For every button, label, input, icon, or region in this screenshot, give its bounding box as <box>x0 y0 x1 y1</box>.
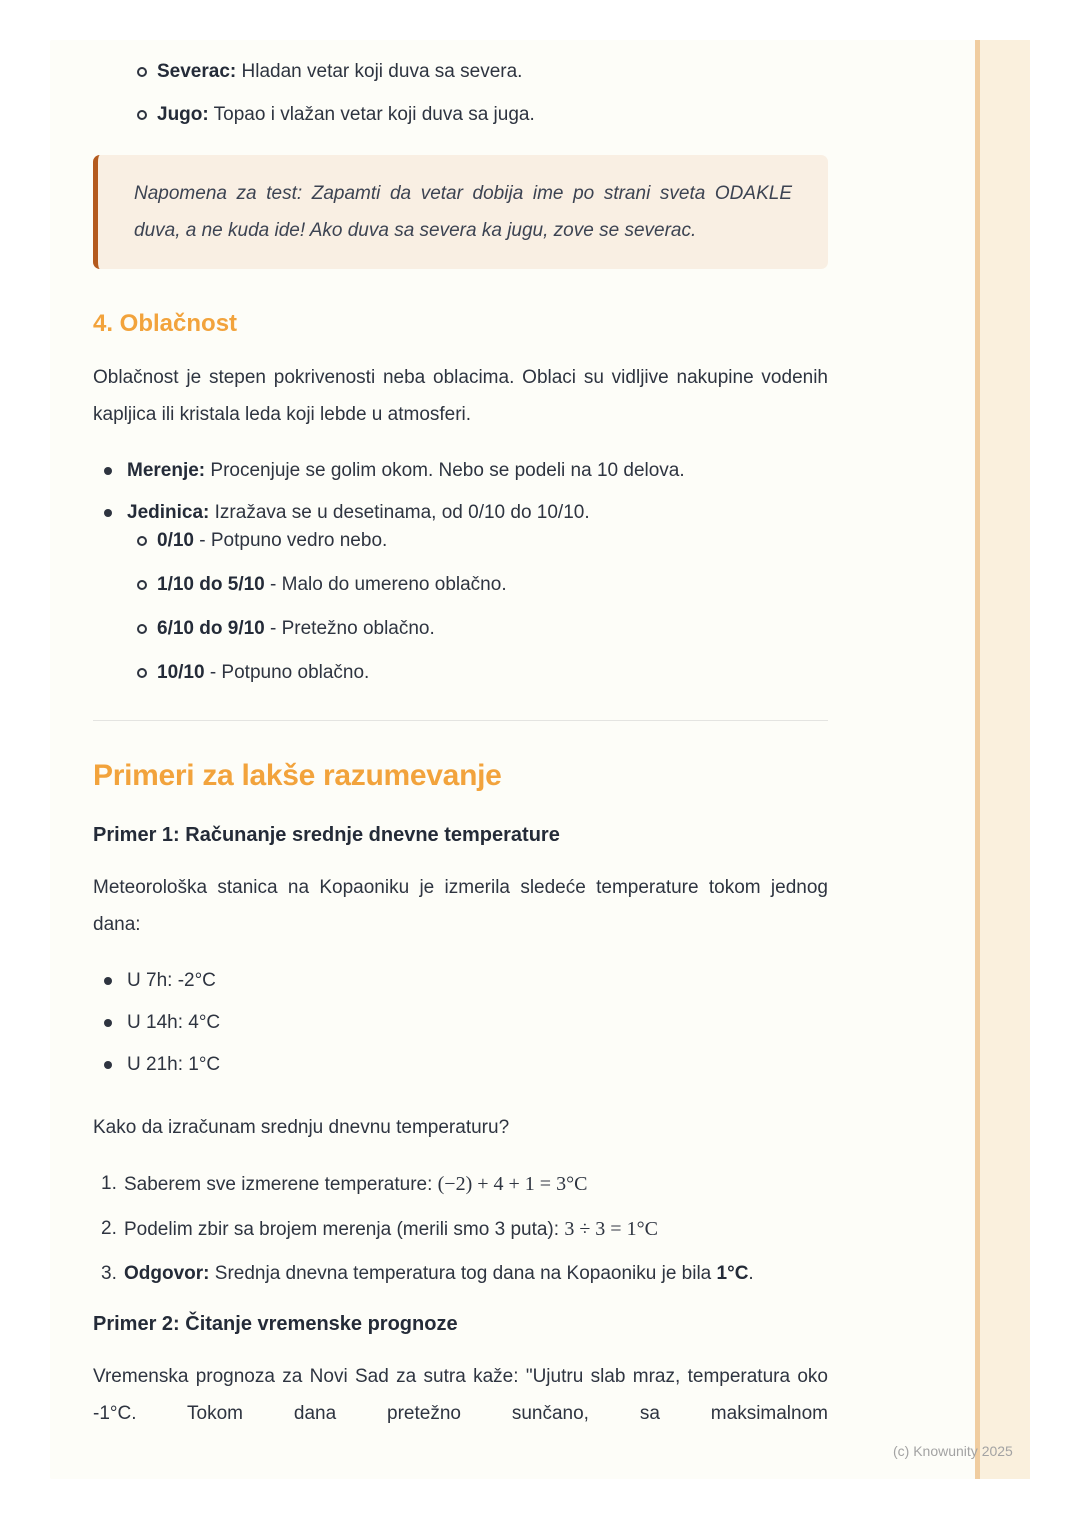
circle-bullet-icon <box>137 110 147 120</box>
scale-description: - Pretežno oblačno. <box>264 618 435 639</box>
step-text <box>124 1260 754 1288</box>
bullet-icon <box>104 1019 112 1027</box>
scale-value: 6/10 do 9/10 <box>157 618 265 639</box>
step-number: 2. <box>101 1218 117 1239</box>
scale-description: - Potpuno vedro nebo. <box>193 530 388 551</box>
list-item-text <box>157 101 535 129</box>
list-item <box>93 58 828 86</box>
examples-heading: Primeri za lakše razumevanje <box>93 759 502 792</box>
section-divider <box>93 720 828 721</box>
page-margin-strip <box>980 40 1030 1479</box>
scale-description: - Malo do umereno oblačno. <box>264 574 507 595</box>
page-content <box>50 40 975 1479</box>
list-item <box>93 457 828 485</box>
list-item <box>93 1260 828 1288</box>
example1-title: Primer 1: Računanje srednje dnevne temperature <box>93 824 560 846</box>
list-item <box>93 527 828 555</box>
note-callout <box>93 155 828 269</box>
list-item-text <box>157 571 507 599</box>
answer-label: Odgovor: <box>124 1263 210 1284</box>
list-item <box>93 101 828 129</box>
list-item <box>93 967 828 995</box>
bullet-icon <box>104 977 112 985</box>
bullet-icon <box>104 509 112 517</box>
example2-intro-paragraph: Vremenska prognoza za Novi Sad za sutra kaže: "Ujutru slab mraz, temperatura oko -1°C. Tokom dana pretežno sunčano, sa maksimalnom <box>93 1366 828 1424</box>
note-text: Napomena za test: Zapamti da vetar dobija ime po strani sveta ODAKLE duva, a ne kuda ide! Ako duva sa severa ka jugu, zove se severac. <box>134 183 792 241</box>
scale-value: 10/10 <box>157 662 205 683</box>
scale-description: - Potpuno oblačno. <box>204 662 370 683</box>
math-expression: 3 ÷ 3 = 1°C <box>564 1218 658 1240</box>
term-label: Severac: <box>157 61 237 82</box>
measurement-text: U 14h: 4°C <box>127 1012 221 1033</box>
measurement-text: U 7h: -2°C <box>127 970 216 991</box>
cloudiness-properties-list <box>93 457 828 527</box>
circle-bullet-icon <box>137 536 147 546</box>
term-description: Hladan vetar koji duva sa severa. <box>236 61 523 82</box>
list-item <box>93 615 828 643</box>
term-label: Jedinica: <box>127 502 210 523</box>
term-label: Merenje: <box>127 460 206 481</box>
list-item <box>93 1215 828 1244</box>
circle-bullet-icon <box>137 580 147 590</box>
example2-title: Primer 2: Čitanje vremenske prognoze <box>93 1313 458 1335</box>
section-heading-cloudiness: 4. Oblačnost <box>93 310 238 337</box>
scale-value: 1/10 do 5/10 <box>157 574 265 595</box>
temperature-measurements-list <box>93 967 828 1079</box>
list-item <box>93 571 828 599</box>
document-page <box>50 40 1030 1479</box>
measurement-text: U 21h: 1°C <box>127 1054 221 1075</box>
circle-bullet-icon <box>137 668 147 678</box>
list-item <box>93 659 828 687</box>
wind-types-list <box>93 58 828 129</box>
scale-value: 0/10 <box>157 530 194 551</box>
math-expression: (−2) + 4 + 1 = 3°C <box>437 1173 588 1195</box>
question-text: Kako da izračunam srednju dnevnu temperaturu? <box>93 1117 510 1138</box>
cloudiness-scale-list <box>93 527 828 687</box>
term-description: Izražava se u desetinama, od 0/10 do 10/10. <box>209 502 590 523</box>
cloudiness-intro-paragraph: Oblačnost je stepen pokrivenosti neba oblacima. Oblaci su vidljive nakupine vodenih kapljica ili kristala leda koji lebde u atmosferi. <box>93 367 828 425</box>
circle-bullet-icon <box>137 624 147 634</box>
list-item <box>93 1170 828 1199</box>
step-body: Srednja dnevna temperatura tog dana na Kopaoniku je bila <box>209 1263 717 1284</box>
step-text <box>124 1170 587 1199</box>
step-body: Saberem sve izmerene temperature: <box>124 1174 438 1195</box>
list-item-text <box>157 527 387 555</box>
step-tail: . <box>748 1263 754 1284</box>
watermark: (c) Knowunity 2025 <box>893 1443 1013 1459</box>
step-number: 1. <box>101 1173 117 1194</box>
list-item-text <box>127 499 590 527</box>
calculation-steps-list <box>93 1170 828 1288</box>
term-description: Procenjuje se golim okom. Nebo se podeli na 10 delova. <box>205 460 685 481</box>
answer-value: 1°C <box>716 1263 749 1284</box>
step-text <box>124 1215 658 1244</box>
term-label: Jugo: <box>157 104 209 125</box>
step-number: 3. <box>101 1263 117 1284</box>
bullet-icon <box>104 467 112 475</box>
list-item-text <box>127 457 685 485</box>
list-item <box>93 1051 828 1079</box>
example1-intro-paragraph: Meteorološka stanica na Kopaoniku je izmerila sledeće temperature tokom jednog dana: <box>93 877 828 935</box>
circle-bullet-icon <box>137 67 147 77</box>
term-description: Topao i vlažan vetar koji duva sa juga. <box>208 104 535 125</box>
list-item-text <box>157 659 369 687</box>
list-item-text <box>157 615 435 643</box>
list-item-text <box>157 58 522 86</box>
list-item <box>93 499 828 527</box>
step-body: Podelim zbir sa brojem merenja (merili smo 3 puta): <box>124 1219 565 1240</box>
list-item <box>93 1009 828 1037</box>
bullet-icon <box>104 1061 112 1069</box>
